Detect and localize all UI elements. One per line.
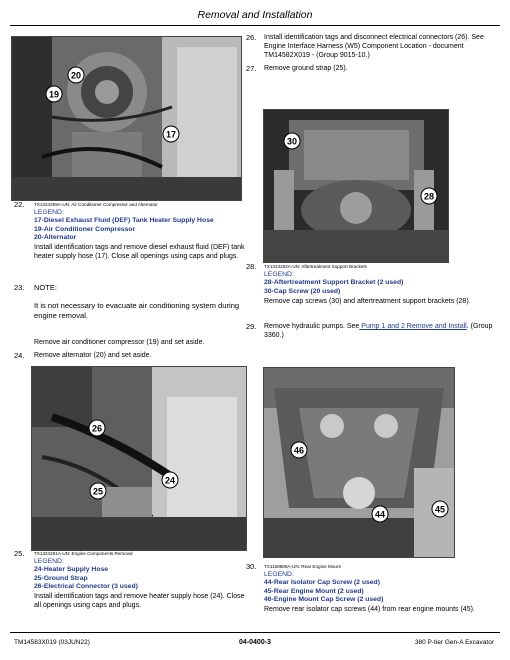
figure-rear-engine-mount <box>263 367 455 558</box>
legend-item: 44-Rear Isolator Cap Screw (2 used) <box>264 579 380 587</box>
step-23-number: 23. <box>14 283 25 292</box>
step-29-text <box>264 322 500 340</box>
step-27-number: 27. <box>246 64 257 73</box>
callout-17 <box>162 125 180 143</box>
figure-aftertreatment-brackets <box>263 109 449 263</box>
step-23-note-title: NOTE: <box>34 283 57 292</box>
footer-page-number: 04-0400-3 <box>239 639 271 646</box>
legend-item: 46-Engine Mount Cap Screw (2 used) <box>264 596 384 604</box>
svg-text:20: 20 <box>70 70 82 81</box>
legend-title: LEGEND: <box>34 558 64 565</box>
figure-compressor-alternator <box>11 36 242 201</box>
callout-30 <box>283 132 301 150</box>
legend-item: 25-Ground Strap <box>34 574 88 582</box>
legend-item: 17-Diesel Exhaust Fluid (DEF) Tank Heater Supply Hose <box>34 217 214 225</box>
callout-28 <box>420 187 438 205</box>
svg-text:46: 46 <box>293 445 305 456</box>
legend-title: LEGEND: <box>264 271 294 278</box>
step-24-number: 24. <box>14 351 25 360</box>
step-25-legend <box>34 558 244 592</box>
step-29-text-before: Remove hydraulic pumps. See <box>264 323 360 330</box>
callout-46 <box>290 441 308 459</box>
step-30-legend <box>264 571 500 605</box>
step-26-text: Install identification tags and disconnect electrical connectors (26). See Engine Interface Harness (W5) Component Location - document TM14582X019 - (Group 9015-10.) <box>264 34 484 59</box>
figure-4-caption: TX1168886A-UN: Rear Engine Mount <box>264 564 341 569</box>
step-24-text: Remove alternator (20) and set aside. <box>34 352 152 359</box>
svg-text:26: 26 <box>91 423 103 434</box>
figure-engine-components <box>31 366 247 551</box>
callout-24 <box>161 471 179 489</box>
step-28-legend <box>264 271 500 296</box>
step-29-text-after: . (Group 3360.) <box>264 323 493 339</box>
callout-20 <box>67 66 85 84</box>
header-divider <box>10 25 500 26</box>
callout-26 <box>88 419 106 437</box>
step-28-text: Remove cap screws (30) and aftertreatment support brackets (28). <box>264 298 471 305</box>
legend-item: 20-Alternator <box>34 234 77 242</box>
svg-text:28: 28 <box>423 191 435 202</box>
footer-document-id: TM14583X019 (03JUN22) <box>14 639 90 646</box>
step-30-text: Remove rear isolator cap screws (44) from rear engine mounts (45). <box>264 606 475 613</box>
figure-1-caption: TX1324269A-UN: Air Conditioner Compressor and Alternator <box>34 202 158 207</box>
figure-2-caption: TX1324281A-UN: Engine Components Removal <box>34 551 133 556</box>
legend-item: 24-Heater Supply Hose <box>34 566 109 574</box>
step-23-text: Remove air conditioner compressor (19) and set aside. <box>34 339 205 346</box>
legend-item: 26-Electrical Connector (3 used) <box>34 583 138 591</box>
legend-item: 45-Rear Engine Mount (2 used) <box>264 587 364 595</box>
step-30-number: 30. <box>246 562 257 571</box>
legend-item: 28-Aftertreatment Support Bracket (2 used) <box>264 279 404 287</box>
figure-3-caption: TX1324282A-UN: Aftertreatment Support Brackets <box>264 264 367 269</box>
step-25-number: 25. <box>14 549 25 558</box>
svg-text:17: 17 <box>165 129 177 140</box>
legend-item: 30-Cap Screw (20 used) <box>264 287 341 295</box>
svg-text:30: 30 <box>286 136 298 147</box>
svg-text:24: 24 <box>164 475 176 486</box>
svg-text:44: 44 <box>374 509 386 520</box>
legend-title: LEGEND: <box>34 209 64 216</box>
svg-text:19: 19 <box>48 89 60 100</box>
step-28-number: 28. <box>246 262 257 271</box>
pump-remove-install-link[interactable]: Pump 1 and 2 Remove and Install <box>359 323 467 330</box>
step-26-number: 26. <box>246 33 257 42</box>
step-22-number: 22. <box>14 200 25 209</box>
callout-45 <box>431 500 449 518</box>
step-23-note: It is not necessary to evacuate air conditioning system during engine removal. <box>34 301 240 320</box>
page-title: Removal and Installation <box>197 9 313 21</box>
step-27-text: Remove ground strap (25). <box>264 65 348 72</box>
callout-44 <box>371 505 389 523</box>
callout-25 <box>89 482 107 500</box>
svg-text:25: 25 <box>92 486 104 497</box>
callout-19 <box>45 85 63 103</box>
step-22-legend <box>34 209 244 243</box>
step-29-number: 29. <box>246 322 257 331</box>
footer-model-name: 380 P-tier Gen-A Excavator <box>414 639 494 646</box>
legend-title: LEGEND: <box>264 571 294 578</box>
footer-divider <box>10 632 500 633</box>
legend-item: 19-Air Conditioner Compressor <box>34 225 136 233</box>
step-22-text: Install identification tags and remove diesel exhaust fluid (DEF) tank heater supply hose (17). Close all openings using caps and plugs. <box>34 244 245 260</box>
step-25-text: Install identification tags and remove heater supply hose (24). Close all openings using caps and plugs. <box>34 593 245 609</box>
svg-text:45: 45 <box>434 504 446 515</box>
